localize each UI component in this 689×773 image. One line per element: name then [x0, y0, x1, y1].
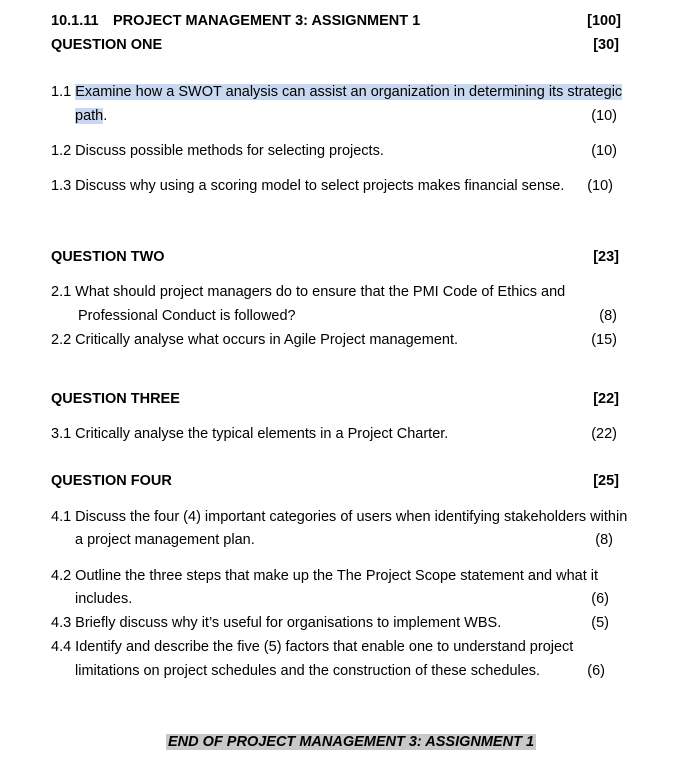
end-of-assignment-text: END OF PROJECT MANAGEMENT 3: ASSIGNMENT 1 — [168, 734, 535, 750]
question-3-1-text: 3.1 Critically analyse the typical elements in a Project Charter. — [51, 426, 449, 442]
question-2-1-line-2: Professional Conduct is followed? — [78, 308, 296, 324]
end-of-assignment — [166, 733, 536, 751]
question-1-3-marks: (10) — [587, 178, 613, 194]
question-2-2-text: 2.2 Critically analyse what occurs in Agile Project management. — [51, 332, 458, 348]
question-2-1-marks: (8) — [599, 308, 617, 324]
question-2-1-line-1: 2.1 What should project managers do to ensure that the PMI Code of Ethics and — [51, 284, 566, 300]
question-1-3-text: 1.3 Discuss why using a scoring model to select projects makes financial sense. — [51, 178, 565, 194]
question-4-2-line-1: 4.2 Outline the three steps that make up the The Project Scope statement and what it — [51, 568, 599, 584]
question-two-marks: [23] — [593, 249, 619, 265]
question-1-1-line-2[interactable] — [75, 107, 107, 125]
question-4-2-line-2: includes. — [75, 591, 133, 607]
question-4-4-marks: (6) — [587, 663, 605, 679]
question-1-1-marks: (10) — [591, 108, 617, 124]
question-four-marks: [25] — [593, 473, 619, 489]
question-4-1-marks: (8) — [595, 532, 613, 548]
question-two-title: QUESTION TWO — [51, 249, 165, 265]
question-3-1-marks: (22) — [591, 426, 617, 442]
question-4-3-text: 4.3 Briefly discuss why it’s useful for organisations to implement WBS. — [51, 615, 502, 631]
assignment-title: PROJECT MANAGEMENT 3: ASSIGNMENT 1 — [113, 13, 421, 29]
assignment-code: 10.1.11 — [51, 13, 99, 29]
question-4-1-line-1: 4.1 Discuss the four (4) important categories of users when identifying stakeholders within — [51, 509, 628, 525]
question-three-marks: [22] — [593, 391, 619, 407]
question-1-2-text: 1.2 Discuss possible methods for selecting projects. — [51, 143, 384, 159]
question-1-1-text-highlighted: Examine how a SWOT analysis can assist an organization in determining its strategic — [75, 84, 623, 100]
question-4-4-line-1: 4.4 Identify and describe the five (5) factors that enable one to understand project — [51, 639, 574, 655]
question-4-4-line-2: limitations on project schedules and the construction of these schedules. — [75, 663, 541, 679]
question-2-2-marks: (15) — [591, 332, 617, 348]
assignment-total-marks: [100] — [587, 13, 621, 29]
question-1-1-text-highlighted-end: path — [75, 108, 104, 124]
question-1-1-line-1[interactable] — [51, 83, 622, 101]
question-one-title: QUESTION ONE — [51, 37, 163, 53]
question-4-1-line-2: a project management plan. — [75, 532, 255, 548]
question-one-marks: [30] — [593, 37, 619, 53]
question-four-title: QUESTION FOUR — [51, 473, 172, 489]
question-1-2-marks: (10) — [591, 143, 617, 159]
question-4-3-marks: (5) — [591, 615, 609, 631]
question-1-1-period: . — [103, 108, 108, 124]
question-4-2-marks: (6) — [591, 591, 609, 607]
question-1-1-number: 1.1 — [51, 84, 72, 100]
question-three-title: QUESTION THREE — [51, 391, 180, 407]
